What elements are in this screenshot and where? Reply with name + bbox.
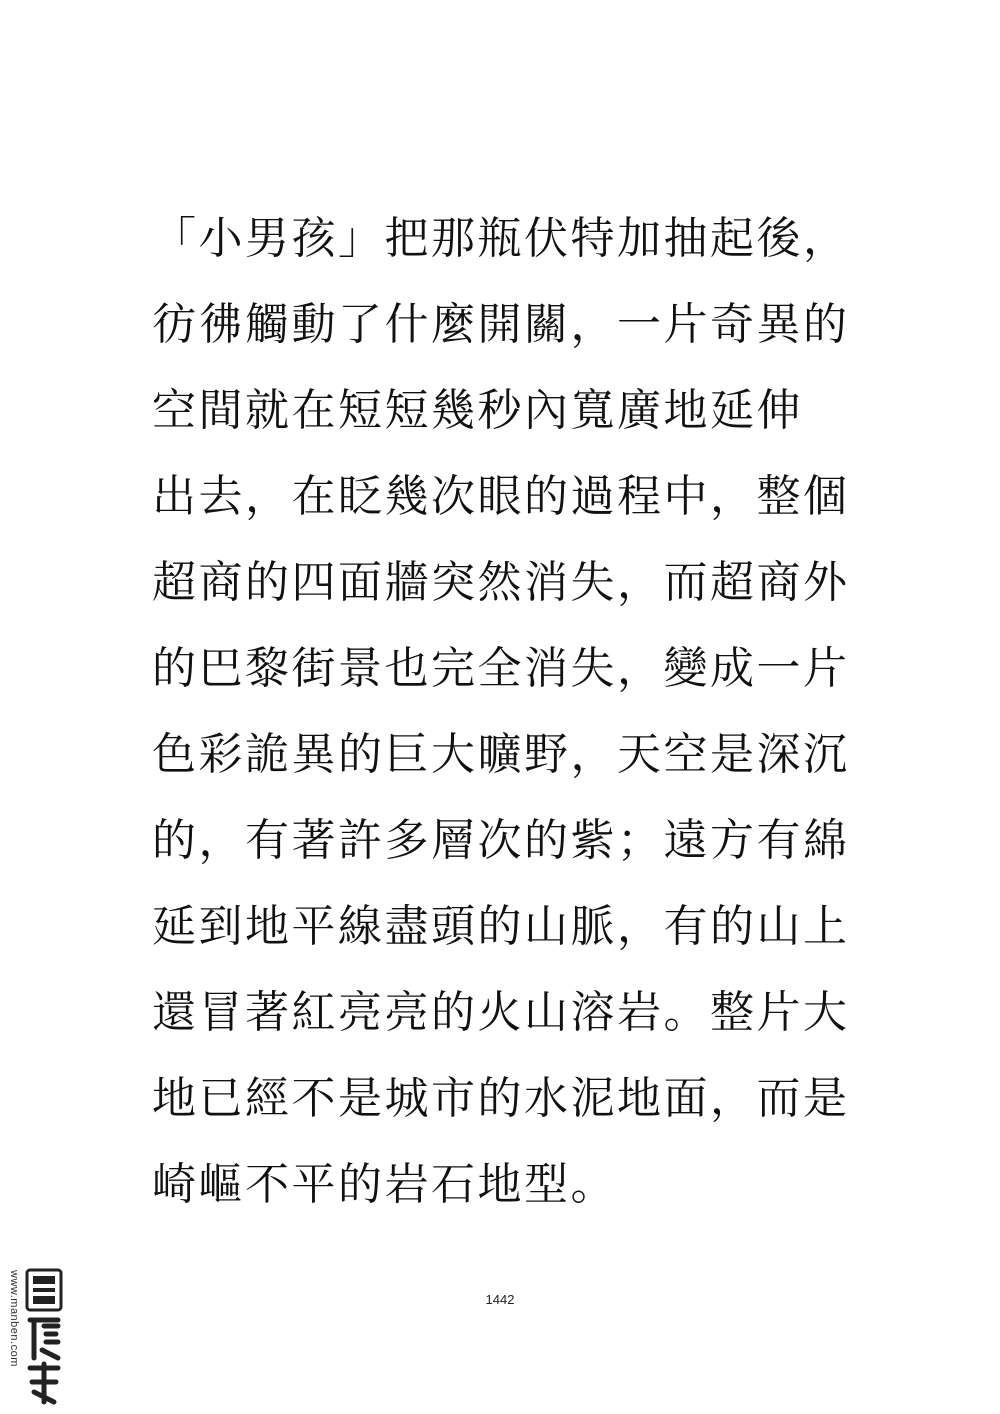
text-line: 延到地平線盡頭的山脈，有的山上 — [152, 901, 850, 952]
text-line: 空間就在短短幾秒內寬廣地延伸 — [152, 385, 803, 436]
text-line: 崎嶇不平的岩石地型。 — [152, 1159, 617, 1210]
watermark-logo — [24, 1268, 64, 1406]
watermark-url: www.manben.com — [8, 1270, 20, 1367]
text-line: 出去，在眨幾次眼的過程中，整個 — [152, 471, 850, 522]
text-line: 的巴黎街景也完全消失，變成一片 — [152, 643, 850, 694]
body-text — [152, 196, 872, 1228]
text-line: 色彩詭異的巨大曠野，天空是深沉 — [152, 729, 850, 780]
text-line: 超商的四面牆突然消失，而超商外 — [152, 557, 850, 608]
text-line: 「小男孩」把那瓶伏特加抽起後， — [152, 213, 850, 264]
text-line: 地已經不是城市的水泥地面，而是 — [152, 1073, 850, 1124]
text-line: 還冒著紅亮亮的火山溶岩。整片大 — [152, 987, 850, 1038]
page-number: 1442 — [485, 1292, 515, 1307]
text-line: 的，有著許多層次的紫；遠方有綿 — [152, 815, 850, 866]
watermark-logo-icon — [24, 1268, 64, 1406]
text-line: 彷彿觸動了什麼開關，一片奇異的 — [152, 299, 850, 350]
